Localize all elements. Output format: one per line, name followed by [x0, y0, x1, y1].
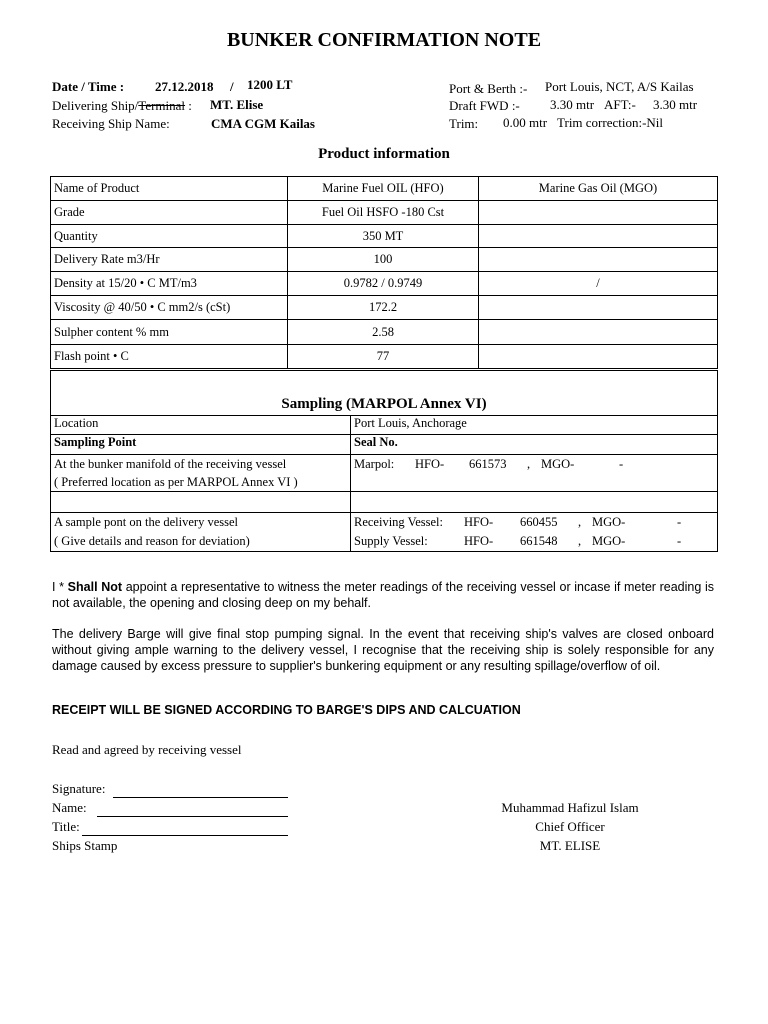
date-time-label: Date / Time : — [52, 79, 125, 94]
receiving-hfo-label: HFO- — [464, 515, 494, 529]
date-value: 27.12.2018 — [155, 79, 214, 94]
manifold-row — [51, 455, 718, 492]
table-row — [51, 248, 718, 272]
signature-line — [113, 797, 288, 798]
row-label: Sulpher content % mm — [51, 320, 288, 345]
row-label: Quantity — [51, 225, 288, 248]
ships-stamp-label: Ships Stamp — [52, 838, 118, 853]
trim-label: Trim: — [449, 116, 479, 131]
supply-comma: , — [578, 534, 582, 548]
supply-hfo-label: HFO- — [464, 534, 494, 548]
vessel-seals — [351, 513, 718, 552]
row-label: Delivery Rate m3/Hr — [51, 248, 288, 272]
table-row — [51, 320, 718, 345]
product-table-header-row — [51, 177, 718, 201]
product-information-heading: Product information — [318, 146, 450, 162]
mgo-value: / — [479, 272, 718, 296]
sampling-table — [50, 370, 718, 552]
supply-hfo-value: 661548 — [520, 534, 558, 548]
table-row — [51, 225, 718, 248]
pumping-statement: The delivery Barge will give final stop pumping signal. In the event that receiving ship's valves are closed onboard without giving ample warning to the delivery vessel, I recognise that the receiving ship is solely responsible for any damage caused by excess pressure to supplier's bunkering equipment or any resulting spillage/overflow of oil. — [52, 627, 714, 673]
marpol-label: Marpol: — [354, 457, 395, 471]
blank-cell — [51, 492, 351, 513]
document-title: BUNKER CONFIRMATION NOTE — [226, 29, 542, 51]
supply-vessel-seal — [354, 532, 714, 551]
header-cell: Marine Gas Oil (MGO) — [479, 177, 718, 201]
receiving-ship-value: CMA CGM Kailas — [211, 116, 315, 131]
title-line — [82, 835, 288, 836]
read-agreed-statement: Read and agreed by receiving vessel — [52, 742, 242, 757]
supply-mgo-value: - — [677, 534, 682, 548]
row-label: Flash point • C — [51, 345, 288, 369]
port-berth-value: Port Louis, NCT, A/S Kailas — [545, 79, 694, 94]
seal-no-label: Seal No. — [351, 435, 718, 455]
hfo-value: 2.58 — [288, 320, 479, 345]
receiving-hfo-value: 660455 — [520, 515, 558, 529]
delivery-location — [51, 513, 351, 552]
signer-ship: MT. ELISE — [539, 838, 601, 853]
delivery-row — [51, 513, 718, 552]
mgo-value — [479, 201, 718, 225]
name-line — [97, 816, 288, 817]
mgo-value — [479, 296, 718, 320]
blank-cell — [351, 492, 718, 513]
marpol-seal — [351, 455, 718, 492]
location-value: Port Louis, Anchorage — [351, 416, 718, 435]
hfo-value: 172.2 — [288, 296, 479, 320]
receiving-comma: , — [578, 515, 582, 529]
draft-fwd-value: 3.30 mtr — [550, 97, 595, 112]
sampling-point-label: Sampling Point — [51, 435, 351, 455]
header-cell: Marine Fuel OIL (HFO) — [288, 177, 479, 201]
representative-statement: I * Shall Not appoint a representative to witness the meter readings of the receiving vessel or incase if meter reading is not available, the opening and closing deep on my behalf. — [52, 580, 714, 610]
supply-vessel-label: Supply Vessel: — [354, 534, 428, 548]
marpol-hfo-label: HFO- — [415, 457, 445, 471]
sampling-point-row — [51, 435, 718, 455]
delivery-line: ( Give details and reason for deviation) — [54, 534, 250, 548]
port-berth-label: Port & Berth :- — [449, 81, 528, 96]
blank-row — [51, 492, 718, 513]
marpol-hfo-value: 661573 — [469, 457, 507, 471]
manifold-line: At the bunker manifold of the receiving vessel — [54, 457, 287, 471]
date-time-separator: / — [230, 79, 234, 94]
receiving-mgo-value: - — [677, 515, 682, 529]
name-label: Name: — [52, 800, 87, 815]
time-value: 1200 LT — [247, 77, 293, 92]
table-row — [51, 296, 718, 320]
delivery-line: A sample pont on the delivery vessel — [54, 515, 238, 529]
supply-mgo-label: MGO- — [592, 534, 626, 548]
signer-name: Muhammad Hafizul Islam — [501, 800, 639, 815]
marpol-comma: , — [527, 457, 531, 471]
table-row — [51, 201, 718, 225]
delivering-ship-value: MT. Elise — [210, 97, 264, 112]
hfo-value: 350 MT — [288, 225, 479, 248]
trim-value: 0.00 mtr — [503, 115, 548, 130]
signature-label: Signature: — [52, 781, 106, 796]
hfo-value: 0.9782 / 0.9749 — [288, 272, 479, 296]
hfo-value: 100 — [288, 248, 479, 272]
signer-title: Chief Officer — [535, 819, 605, 834]
marpol-mgo-value: - — [619, 457, 624, 471]
sampling-title-row — [51, 371, 718, 416]
product-table — [50, 176, 718, 369]
marpol-mgo-label: MGO- — [541, 457, 575, 471]
hfo-value: Fuel Oil HSFO -180 Cst — [288, 201, 479, 225]
mgo-value — [479, 248, 718, 272]
title-label: Title: — [52, 819, 80, 834]
row-label: Density at 15/20 • C MT/m3 — [51, 272, 288, 296]
table-row — [51, 345, 718, 369]
draft-fwd-label: Draft FWD :- — [449, 98, 520, 113]
receiving-vessel-seal — [354, 513, 714, 532]
trim-correction: Trim correction:-Nil — [557, 115, 664, 130]
table-row — [51, 272, 718, 296]
draft-aft-label: AFT:- — [604, 97, 636, 112]
delivering-ship-label: Delivering Ship/Terminal : — [52, 98, 192, 113]
row-label: Viscosity @ 40/50 • C mm2/s (cSt) — [51, 296, 288, 320]
sampling-heading: Sampling (MARPOL Annex VI) — [51, 371, 718, 416]
receiving-mgo-label: MGO- — [592, 515, 626, 529]
location-label: Location — [51, 416, 351, 435]
mgo-value — [479, 345, 718, 369]
manifold-line: ( Preferred location as per MARPOL Annex VI ) — [54, 475, 298, 489]
row-label: Grade — [51, 201, 288, 225]
mgo-value — [479, 320, 718, 345]
draft-aft-value: 3.30 mtr — [653, 97, 698, 112]
location-row — [51, 416, 718, 435]
hfo-value: 77 — [288, 345, 479, 369]
receiving-vessel-label: Receiving Vessel: — [354, 515, 443, 529]
header-cell: Name of Product — [51, 177, 288, 201]
manifold-location — [51, 455, 351, 492]
receiving-ship-label: Receiving Ship Name: — [52, 116, 170, 131]
mgo-value — [479, 225, 718, 248]
receipt-statement: RECEIPT WILL BE SIGNED ACCORDING TO BARGE'S DIPS AND CALCUATION — [52, 703, 521, 717]
